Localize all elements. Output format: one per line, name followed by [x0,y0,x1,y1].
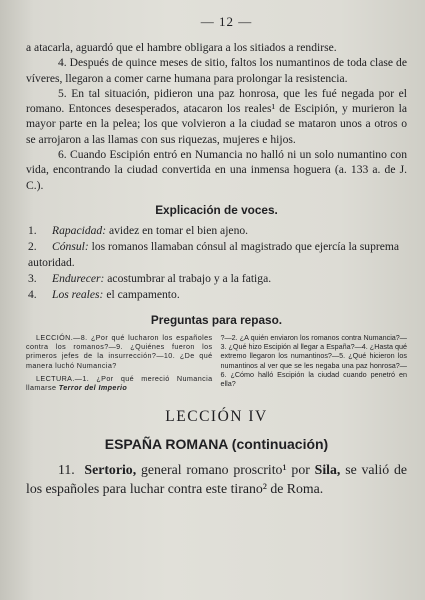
voces-item: 4. Los reales: el campamento. [28,287,180,301]
preguntas-left-column [26,333,213,392]
preguntas-continuation: ?—2. ¿A quién enviaron los romanos contra Numancia?—3. ¿Qué hizo Escipión al llegar a España?—4. ¿Hasta qué extremo llegaron los numantinos?—5. ¿Qué hicieron los numantinos al ver que se les negaba una paz honrosa?—6. ¿Cómo halló Escipión la ciudad cuando penetró en ella? [220,332,407,388]
page-number: — 12 — [200,14,253,29]
paragraph-5: 5. En tal situación, pidieron una paz honrosa, que les fué negada por el romano. Entonces desesperados, atacaron los reales¹ de Escipión, y murieron la mayor parte en la pelea; los que volvieron a la ciudad se mataron unos a otros o se arrojaron a las llamas con sus riquezas, mujeres e hijos. [26,86,407,146]
voces-term: Los reales: [52,287,104,301]
voces-item: 1. Rapacidad: avidez en tomar el bien ajeno. [28,223,249,237]
paragraph-4: 4. Después de quince meses de sitio, faltos los numantinos de toda clase de víveres, llegaron a comer carne humana para prolongar la resistencia. [26,56,407,85]
preguntas-right-column [221,333,408,392]
voces-list [26,223,407,303]
voces-item: 3. Endurecer: acostumbrar al trabajo y a la fatiga. [28,271,272,285]
lesson-title: LECCIÓN IV [165,408,268,426]
paragraph-6: 6. Cuando Escipión entró en Numancia no halló ni un solo numantino con vida, encontrando la ciudad convertida en una inmensa hoguera (a. 133 a. de J. C.). [26,148,407,192]
voces-definition: avidez en tomar el bien ajeno. [106,223,249,237]
paragraph-11: 11. Sertorio, general romano proscrito¹ por Sila, se valió de los españoles para luchar contra este tirano² de Roma. [26,462,407,497]
paragraph-continuation: a atacarla, aguardó que el hambre obligara a los sitiados a rendirse. [26,41,337,54]
voces-definition: el campamento. [103,287,180,301]
voces-term: Rapacidad: [52,223,107,237]
preguntas-lectura: LECTURA.—1. ¿Por qué mereció Numancia llamarse Terror del Imperio [26,373,213,392]
preguntas-leccion: LECCIÓN.—8. ¿Por qué lucharon los españoles contra los romanos?—9. ¿Quiénes fueron los primeros jefes de la insurrección?—10. ¿De qué manera luchó Numancia? [26,332,213,370]
voces-item: 2. Cónsul: los romanos llamaban cónsul al magistrado que ejercía la suprema autoridad. [28,239,400,269]
voces-term: Endurecer: [52,271,105,285]
preguntas-columns [26,333,407,392]
lesson-subtitle: ESPAÑA ROMANA (continuación) [104,436,329,453]
voces-definition: los romanos llamaban cónsul al magistrado que ejercía la suprema autoridad. [28,239,400,269]
voces-term: Cónsul: [52,239,89,253]
voces-heading: Explicación de voces. [155,202,278,217]
preguntas-heading: Preguntas para repaso. [150,312,283,327]
voces-definition: acostumbrar al trabajo y a la fatiga. [104,271,272,285]
